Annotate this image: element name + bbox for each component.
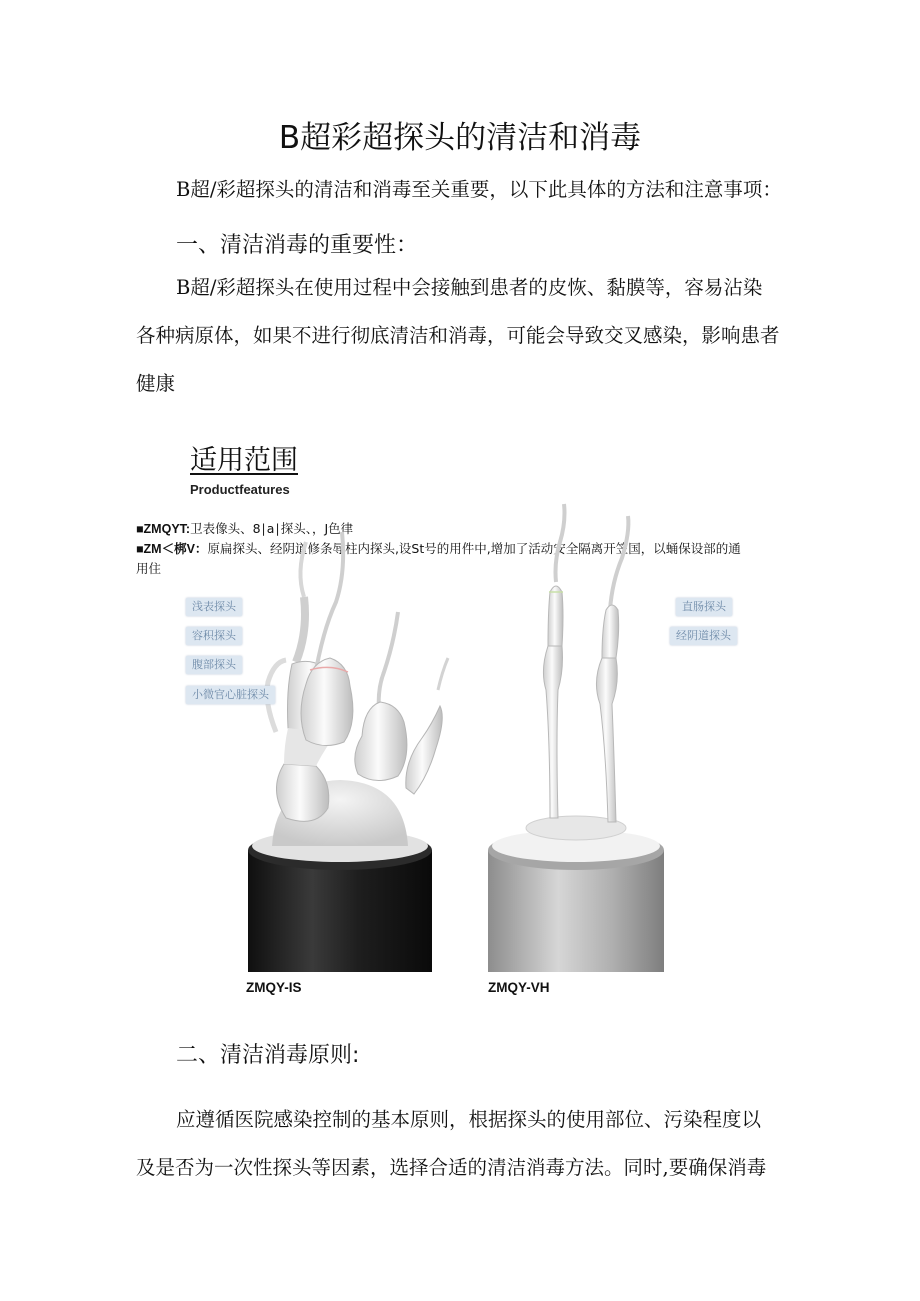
section2-heading: 二、清洁消毒原则: (176, 1043, 360, 1068)
section1-heading: 一、清洁消毒的重要性： (176, 233, 419, 258)
canister-left (248, 780, 432, 972)
tag-abdominal-probe: 腹部探头 (186, 656, 242, 674)
model-label-right: ZMQY-VH (488, 980, 550, 995)
section2-line-1: 应遵循医院感染控制的基本原则，根据探头的使用部位、污染程度以 (176, 1108, 762, 1131)
probe-cavity-1 (543, 504, 564, 818)
intro-paragraph: B超/彩超探头的清洁和消毒至关重要，以下此具体的方法和注意事项： (176, 178, 782, 201)
probe-convex-center (301, 532, 353, 746)
section1-line-3: 健康 (136, 372, 176, 395)
probe-illustration (136, 432, 796, 1002)
tag-cardiac-probe: 小微官心脏探头 (186, 686, 275, 704)
figure-line-1-text: 卫表像头、8∣a∣探头、，J色律 (190, 521, 354, 536)
figure-line-3: 用住 (136, 561, 162, 576)
figure-title: 适用范围 (190, 445, 298, 476)
figure-line-1-prefix: ■ZMQYT: (136, 522, 191, 536)
product-figure (136, 432, 796, 1002)
probe-small-tip (406, 658, 448, 794)
model-label-left: ZMQY-IS (246, 980, 302, 995)
probe-cavity-2 (596, 516, 628, 822)
figure-subtitle: Productfeatures (190, 482, 290, 497)
section2-body (136, 1096, 796, 1192)
section1-line-2: 各种病原体，如果不进行彻底清洁和消毒，可能会导致交叉感染，影响患者 (136, 324, 780, 347)
tag-volume-probe: 容积探头 (186, 627, 242, 645)
canister-right (488, 816, 664, 972)
tag-rectal-probe: 直肠探头 (676, 598, 732, 616)
figure-line-2-prefix: ■ZM＜梆V： (136, 542, 208, 556)
page-title: B超彩超探头的清洁和消毒 (278, 120, 642, 156)
section1-body (136, 264, 796, 408)
section2-line-2: 及是否为一次性探头等因素，选择合适的清洁消毒方法。同时,要确保消毒 (136, 1156, 767, 1179)
figure-line-2-text: 原扁探头、经阴道修条辱柱内探头,设St号的用件中,增加了活动安全隔离开笠国，以蛹保设部的通 (207, 541, 741, 556)
tag-transvaginal-probe: 经阴道探头 (670, 627, 737, 645)
tag-superficial-probe: 浅表探头 (186, 598, 242, 616)
probe-convex-right (355, 612, 407, 781)
section1-line-1: B超/彩超探头在使用过程中会接触到患者的皮恢、黏膜等，容易沾染 (176, 276, 763, 299)
